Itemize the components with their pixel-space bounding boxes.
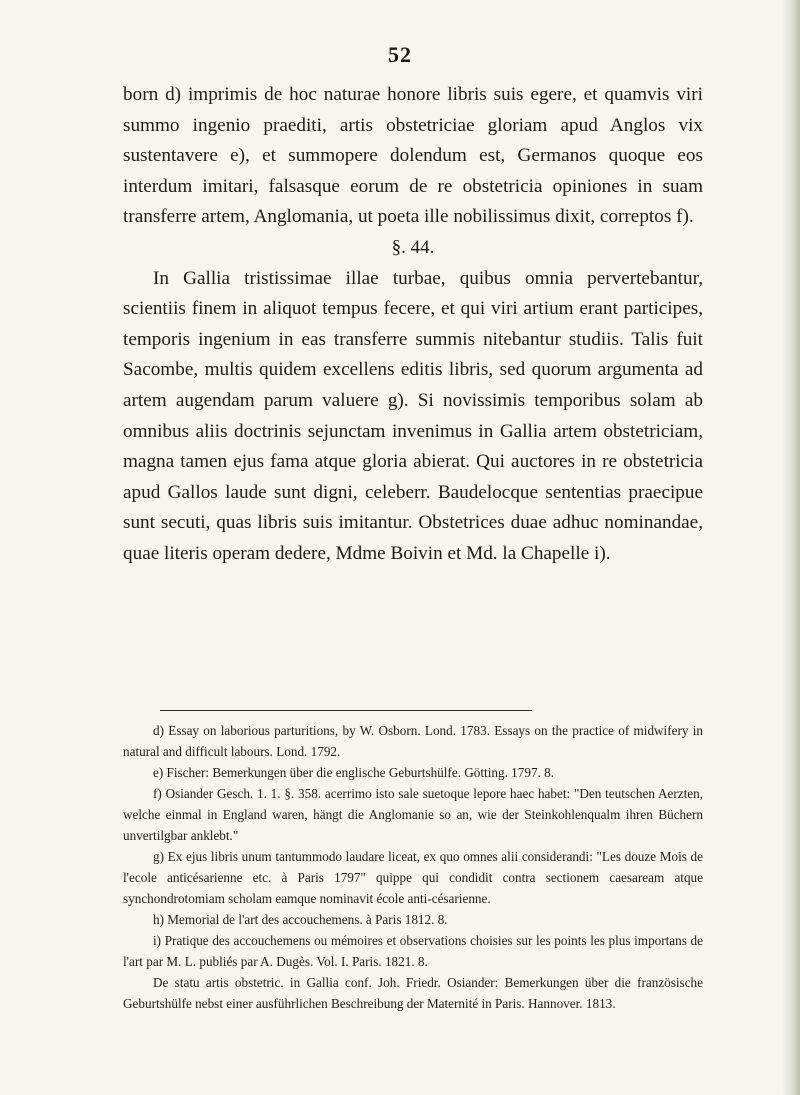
page-edge-shadow (782, 0, 800, 1095)
page-number: 52 (388, 42, 412, 67)
footnote-i: i) Pratique des accouchemens ou mémoires et observations choisies sur les points les plus importans de l'art par M. L. publiés par A. Dugès. Vol. I. Paris. 1821. 8. (123, 933, 703, 969)
footnote-e: e) Fischer: Bemerkungen über die englische Geburtshülfe. Götting. 1797. 8. (153, 765, 555, 780)
paragraph-2: In Gallia tristissimae illae turbae, quibus omnia pervertebantur, scientiis finem in aliquot tempus fecere, et qui viri artium erant participes, temporis ingenium in eas transferre summis nitebantur studiis. Talis fuit Sacombe, multis quidem excellens editis libris, sed quorum argumenta ad artem augendam parum valuere g). Si novissimis temporibus solam ab omnibus aliis doctrinis sejunctam invenimus in Gallia artem obstetriciam, magna tamen ejus fama atque gloria abierat. Qui auctores in re obstetricia apud Gallos laude sunt digni, celeberr. Baudelocque sententias praecipue sunt secuti, quas libris suis imitantur. Obstetrices duae adhuc nominandae, quae literis operam dedere, Mdme Boivin et Md. la Chapelle i). (123, 267, 703, 564)
footnote-i-continued: De statu artis obstetric. in Gallia conf. Joh. Friedr. Osiander: Bemerkungen über die französische Geburtshülfe nebst einer ausführlichen Beschreibung der Maternité in Paris. Hannover. 1813. (123, 975, 703, 1011)
paragraph-1: born d) imprimis de hoc naturae honore libris suis egere, et quamvis viri summo ingenio praediti, artis obstetriciae gloriam apud Anglos vix sustentavere e), et summopere dolendum est, Germanos quoque eos interdum imitari, falsasque eorum de re obstetricia opiniones in suam transferre artem, Anglomania, ut poeta ille nobilissimus dixit, correptos f). (123, 84, 703, 228)
footnote-g: g) Ex ejus libris unum tantummodo laudare liceat, ex quo omnes alii considerandi: "Les douze Mois de l'ecole anticésarienne etc. à Paris 1797" quippe qui condidit contra sectionem caesaream atque synchondrotomiam scholam eamque nominavit école anti-césarienne. (123, 849, 703, 906)
footnote-h: h) Memorial de l'art des accouchemens. à Paris 1812. 8. (153, 912, 448, 927)
footnote-d: d) Essay on laborious parturitions, by W. Osborn. Lond. 1783. Essays on the practice of midwifery in natural and difficult labours. Lond. 1792. (123, 723, 703, 759)
footnote-divider (160, 710, 532, 711)
footnotes (123, 720, 703, 1014)
main-text (123, 80, 703, 570)
section-heading: §. 44. (391, 236, 435, 258)
footnote-f: f) Osiander Gesch. 1. 1. §. 358. acerrimo isto sale suetoque lepore haec habet: "Den teutschen Aerzten, welche einmal in England waren, hängt die Anglomanie so an, wie der Steinkohlenqualm ihren Büchern unvertilgbar anklebt." (123, 786, 703, 843)
